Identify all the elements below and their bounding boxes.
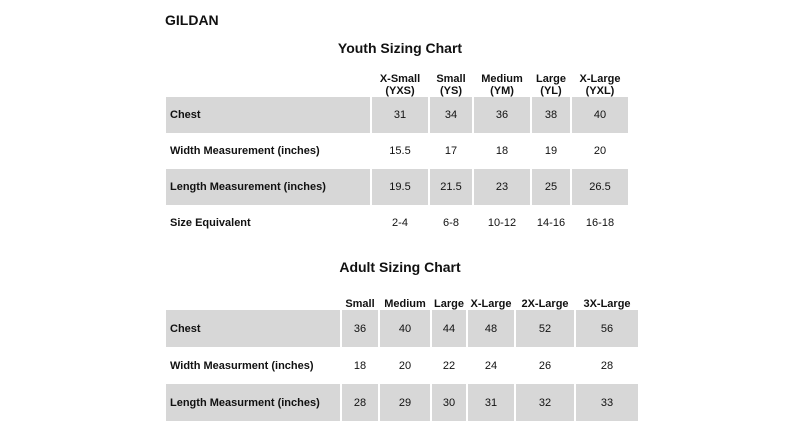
cell: 31 <box>372 97 428 133</box>
youth-header-xl: X-Large (YXL) <box>579 73 621 97</box>
cell: 30 <box>432 384 466 421</box>
cell: 24 <box>484 359 498 372</box>
adult-header-l: Large <box>434 298 464 310</box>
table-row <box>166 205 628 241</box>
cell: 33 <box>576 384 638 421</box>
adult-header-2xl: 2X-Large <box>521 298 569 310</box>
cell: 48 <box>468 310 514 347</box>
cell: 19.5 <box>372 169 428 205</box>
cell: 17 <box>444 145 458 157</box>
cell: 26.5 <box>572 169 628 205</box>
row-label: Chest <box>166 310 340 347</box>
cell: 40 <box>380 310 430 347</box>
row-label: Length Measurment (inches) <box>166 384 340 421</box>
cell: 32 <box>516 384 574 421</box>
cell: 19 <box>544 145 558 157</box>
table-row <box>166 97 628 133</box>
table-row <box>166 347 638 384</box>
cell: 36 <box>342 310 378 347</box>
youth-chart-title: Youth Sizing Chart <box>337 40 463 56</box>
table-row <box>166 133 628 169</box>
cell: 2-4 <box>392 217 408 229</box>
row-label: Length Measurement (inches) <box>166 169 370 205</box>
cell: 22 <box>442 359 456 372</box>
youth-sizing-table <box>164 67 630 241</box>
table-row <box>166 384 638 421</box>
cell: 26 <box>538 359 552 372</box>
brand-name: GILDAN <box>165 12 219 28</box>
cell: 52 <box>516 310 574 347</box>
adult-header-s: Small <box>345 298 375 310</box>
youth-header-blank <box>166 67 370 97</box>
cell: 28 <box>600 359 614 372</box>
cell: 14-16 <box>536 217 566 229</box>
row-label: Width Measurment (inches) <box>170 359 314 372</box>
table-row <box>166 169 628 205</box>
adult-header-3xl: 3X-Large <box>583 298 631 310</box>
cell: 10-12 <box>487 217 517 229</box>
adult-header-blank <box>166 288 340 310</box>
cell: 23 <box>474 169 530 205</box>
adult-chart-title: Adult Sizing Chart <box>339 259 461 275</box>
cell: 44 <box>432 310 466 347</box>
cell: 25 <box>532 169 570 205</box>
row-label: Chest <box>166 97 370 133</box>
cell: 20 <box>593 145 607 157</box>
cell: 21.5 <box>430 169 472 205</box>
cell: 15.5 <box>389 145 411 157</box>
cell: 20 <box>398 359 412 372</box>
youth-header-l: Large (YL) <box>536 73 566 97</box>
row-label: Width Measurement (inches) <box>170 145 320 157</box>
cell: 56 <box>576 310 638 347</box>
cell: 40 <box>572 97 628 133</box>
cell: 6-8 <box>443 217 459 229</box>
youth-header-xs: X-Small (YXS) <box>379 73 421 97</box>
cell: 16-18 <box>585 217 615 229</box>
adult-sizing-table <box>164 288 640 421</box>
adult-header-m: Medium <box>384 298 426 310</box>
youth-header-row <box>166 67 628 97</box>
adult-header-xl: X-Large <box>470 298 512 310</box>
cell: 29 <box>380 384 430 421</box>
cell: 34 <box>430 97 472 133</box>
youth-header-s: Small (YS) <box>436 73 466 97</box>
cell: 18 <box>495 145 509 157</box>
cell: 38 <box>532 97 570 133</box>
youth-header-m: Medium (YM) <box>481 73 523 97</box>
adult-header-row <box>166 288 638 310</box>
table-row <box>166 310 638 347</box>
cell: 18 <box>353 359 367 372</box>
cell: 28 <box>342 384 378 421</box>
cell: 31 <box>468 384 514 421</box>
cell: 36 <box>474 97 530 133</box>
row-label: Size Equivalent <box>170 217 251 229</box>
